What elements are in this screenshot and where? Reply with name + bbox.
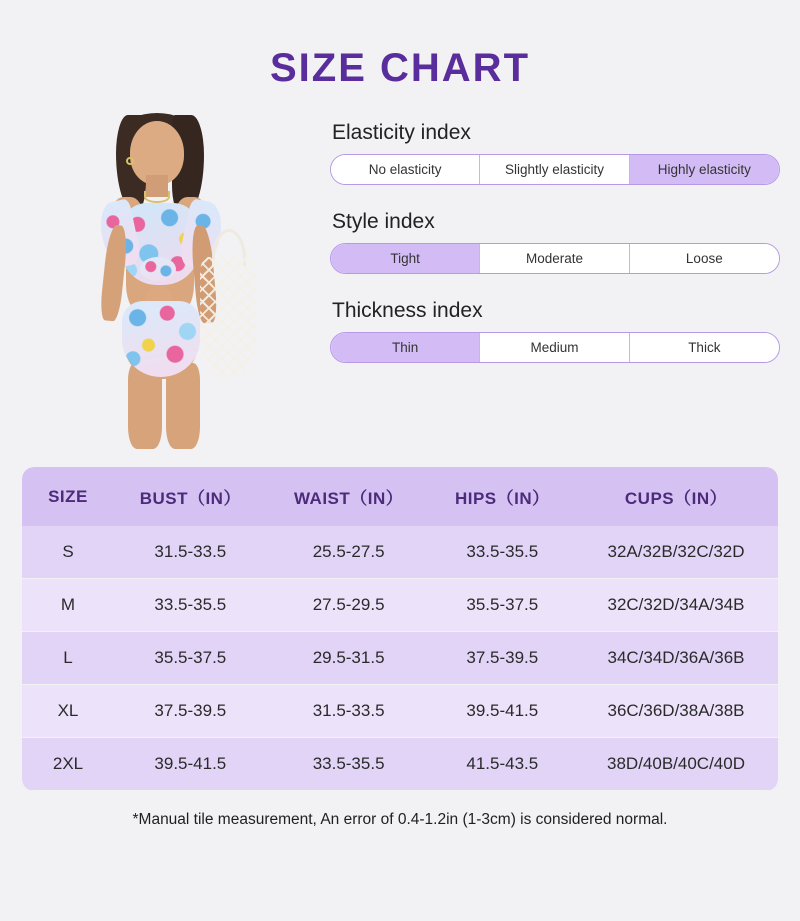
page-title: SIZE CHART <box>270 46 530 90</box>
style-option-moderate[interactable]: Moderate <box>480 244 629 273</box>
cell-hips: 35.5-37.5 <box>431 579 574 632</box>
cell-hips: 41.5-43.5 <box>431 738 574 791</box>
upper-section <box>0 97 800 457</box>
elasticity-index-bar <box>330 154 780 185</box>
model-illustration <box>54 117 284 447</box>
table-row <box>22 738 778 791</box>
cell-waist: 25.5-27.5 <box>267 526 431 579</box>
cell-size: 2XL <box>22 738 114 791</box>
cell-size: XL <box>22 685 114 738</box>
cell-bust: 35.5-37.5 <box>114 632 267 685</box>
thickness-index-label: Thickness index <box>332 299 483 322</box>
style-option-tight[interactable]: Tight <box>331 244 480 273</box>
product-image <box>20 115 320 457</box>
cell-bust: 39.5-41.5 <box>114 738 267 791</box>
net-bag-icon <box>200 257 256 377</box>
style-index-bar <box>330 243 780 274</box>
table-row <box>22 526 778 579</box>
style-index-block <box>330 210 780 274</box>
necklace-icon <box>144 191 170 203</box>
cell-waist: 27.5-29.5 <box>267 579 431 632</box>
cell-waist: 33.5-35.5 <box>267 738 431 791</box>
elasticity-index-block <box>330 121 780 185</box>
elasticity-option-slightly[interactable]: Slightly elasticity <box>480 155 629 184</box>
header-hips: HIPS（IN） <box>431 467 574 526</box>
leg-right-shape <box>166 363 200 449</box>
cell-waist: 31.5-33.5 <box>267 685 431 738</box>
elasticity-option-no[interactable]: No elasticity <box>331 155 480 184</box>
header-bust: BUST（IN） <box>114 467 267 526</box>
table-row <box>22 579 778 632</box>
header-cups: CUPS（IN） <box>574 467 778 526</box>
cell-cups: 36C/36D/38A/38B <box>574 685 778 738</box>
table-header-row <box>22 467 778 526</box>
cell-bust: 37.5-39.5 <box>114 685 267 738</box>
cell-size: S <box>22 526 114 579</box>
cell-bust: 31.5-33.5 <box>114 526 267 579</box>
thickness-option-thin[interactable]: Thin <box>331 333 480 362</box>
thickness-index-block <box>330 299 780 363</box>
cell-bust: 33.5-35.5 <box>114 579 267 632</box>
cell-cups: 34C/34D/36A/36B <box>574 632 778 685</box>
table-row <box>22 685 778 738</box>
size-table <box>22 467 778 791</box>
size-table-head <box>22 467 778 526</box>
header-waist: WAIST（IN） <box>267 467 431 526</box>
header-size: SIZE <box>22 467 114 526</box>
thickness-index-bar <box>330 332 780 363</box>
elasticity-index-label: Elasticity index <box>332 121 471 144</box>
cell-cups: 32C/32D/34A/34B <box>574 579 778 632</box>
cell-waist: 29.5-31.5 <box>267 632 431 685</box>
cell-size: L <box>22 632 114 685</box>
size-table-body <box>22 526 778 791</box>
cell-hips: 33.5-35.5 <box>431 526 574 579</box>
thickness-option-medium[interactable]: Medium <box>480 333 629 362</box>
cell-cups: 38D/40B/40C/40D <box>574 738 778 791</box>
cell-size: M <box>22 579 114 632</box>
elasticity-option-highly[interactable]: Highly elasticity <box>630 155 779 184</box>
size-table-wrapper <box>22 467 778 791</box>
swimsuit-bottom <box>122 301 200 377</box>
measurement-footnote: *Manual tile measurement, An error of 0.4-1.2in (1-3cm) is considered normal. <box>132 811 668 828</box>
style-index-label: Style index <box>332 210 435 233</box>
earring-icon <box>126 157 134 165</box>
thickness-option-thick[interactable]: Thick <box>630 333 779 362</box>
style-option-loose[interactable]: Loose <box>630 244 779 273</box>
index-panel <box>320 115 780 457</box>
cell-hips: 39.5-41.5 <box>431 685 574 738</box>
front-knot <box>140 257 176 281</box>
cell-cups: 32A/32B/32C/32D <box>574 526 778 579</box>
cell-hips: 37.5-39.5 <box>431 632 574 685</box>
table-row <box>22 632 778 685</box>
